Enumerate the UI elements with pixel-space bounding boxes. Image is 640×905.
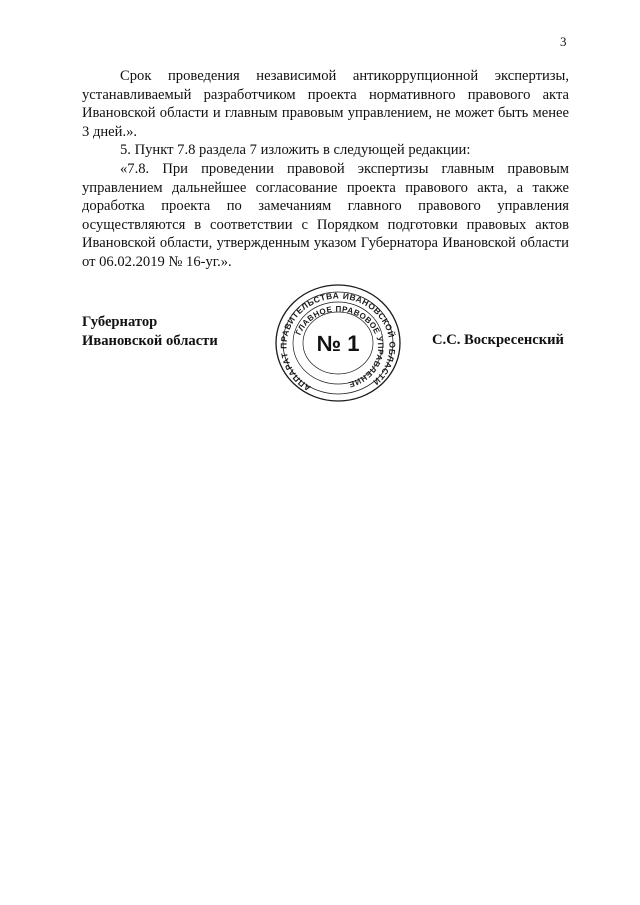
paragraph-item-7-8: «7.8. При проведении правовой экспертизы главным правовым управлением дальнейшее согласование проекта правового акта, а также доработка проекта по замечаниям главного правового управления осуществляются в соответствии с Порядком подготовки правовых актов Ивановской области, утвержденным указом Губернатора Ивановской области от 06.02.2019 № 16-уг.». [82, 160, 569, 270]
paragraph-expertise-term: Срок проведения независимой антикоррупционной экспертизы, устанавливаемый разработчиком проекта нормативного правового акта Ивановской области и главным правовым управлением, не может быть менее 3 дней.». [82, 68, 569, 140]
signatory-title-line1: Губернатор [82, 314, 158, 330]
paragraph-item-5: 5. Пункт 7.8 раздела 7 изложить в следующей редакции: [120, 142, 471, 159]
signatory-position [82, 313, 218, 350]
document-body [82, 67, 569, 272]
official-seal [273, 282, 403, 404]
signatory-title-line2: Ивановской области [82, 332, 218, 349]
seal-inner-text: ГЛАВНОЕ ПРАВОВОЕ УПРАВЛЕНИЕ [293, 304, 386, 390]
seal-outer-text: АППАРАТ ПРАВИТЕЛЬСТВА ИВАНОВСКОЙ ОБЛАСТИ [278, 290, 398, 394]
signatory-name: С.С. Воскресенский [432, 332, 564, 348]
seal-center-number: № 1 [316, 331, 360, 356]
page-number: 3 [560, 34, 567, 49]
